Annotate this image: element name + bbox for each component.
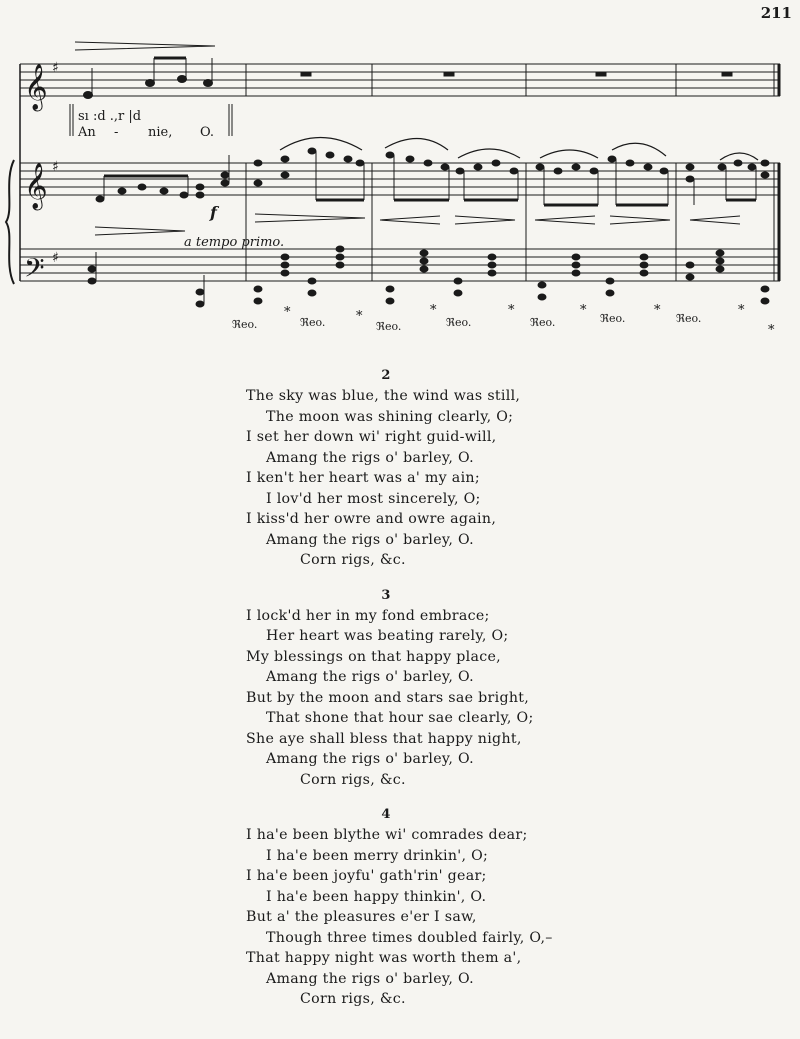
pedal-release: * bbox=[654, 303, 661, 318]
verse-line: Amang the rigs o' barley, O. bbox=[266, 449, 474, 466]
pedal-mark: ℜeo. bbox=[376, 320, 402, 333]
tempo-marking: a tempo primo. bbox=[184, 235, 285, 250]
verse-line: I kiss'd her owre and owre again, bbox=[246, 511, 497, 527]
svg-text:𝄞: 𝄞 bbox=[24, 64, 48, 110]
chorus-line: Corn rigs, &c. bbox=[300, 552, 406, 568]
verse-line: The moon was shining clearly, O; bbox=[266, 408, 514, 425]
dynamic-forte: f bbox=[210, 203, 217, 222]
svg-text:♯: ♯ bbox=[52, 250, 59, 266]
pedal-release: * bbox=[768, 323, 775, 338]
verse-line: Her heart was beating rarely, O; bbox=[266, 628, 509, 644]
solfa-text: sı :d .,r |d bbox=[78, 109, 142, 124]
stanza-number: 3 bbox=[381, 587, 391, 603]
poem-text bbox=[246, 366, 746, 1010]
lyric-syllable: O. bbox=[200, 125, 215, 140]
page-number: 211 bbox=[760, 4, 792, 22]
stanza bbox=[246, 366, 746, 571]
pedal-release: * bbox=[508, 303, 515, 318]
lyric-syllable: - bbox=[114, 125, 119, 140]
verse-line: I ha'e been blythe wi' comrades dear; bbox=[246, 827, 528, 843]
stanza bbox=[246, 586, 746, 791]
verse-line: I ha'e been joyfu' gath'rin' gear; bbox=[246, 868, 487, 884]
score-engraving bbox=[0, 0, 800, 340]
verse-line: But by the moon and stars sae bright, bbox=[246, 689, 530, 706]
pedal-release: * bbox=[356, 309, 363, 324]
chorus-line: Corn rigs, &c. bbox=[300, 991, 406, 1007]
pedal-mark: ℜeo. bbox=[530, 316, 556, 329]
verse-line: I lock'd her in my fond embrace; bbox=[246, 607, 490, 624]
verse-line: That shone that hour sae clearly, O; bbox=[266, 710, 534, 726]
verse-line: I ha'e been happy thinkin', O. bbox=[266, 888, 487, 905]
verse-line: I ken't her heart was a' my ain; bbox=[246, 470, 480, 486]
svg-text:♯: ♯ bbox=[52, 159, 59, 175]
verse-line: I set her down wi' right guid-will, bbox=[246, 429, 497, 445]
verse-line: Amang the rigs o' barley, O. bbox=[266, 751, 474, 767]
verse-line: The sky was blue, the wind was still, bbox=[246, 388, 521, 404]
svg-text:𝄢: 𝄢 bbox=[24, 252, 45, 290]
pedal-release: * bbox=[580, 303, 587, 318]
lyric-syllable: nie, bbox=[148, 125, 173, 140]
pedal-release: * bbox=[430, 303, 437, 318]
pedal-mark: ℜeo. bbox=[300, 316, 326, 329]
pedal-mark: ℜeo. bbox=[676, 312, 702, 325]
verse-line: Amang the rigs o' barley, O. bbox=[266, 970, 474, 987]
svg-text:♯: ♯ bbox=[52, 60, 59, 76]
verse-line: But a' the pleasures e'er I saw, bbox=[246, 909, 477, 925]
piano-bass-staff bbox=[20, 249, 780, 281]
pedal-mark: ℜeo. bbox=[232, 318, 258, 331]
chorus-line: Corn rigs, &c. bbox=[300, 771, 406, 788]
pedal-release: * bbox=[738, 303, 745, 318]
stanza-number: 2 bbox=[381, 368, 391, 383]
stanza bbox=[246, 805, 746, 1010]
pedal-mark: ℜeo. bbox=[600, 312, 626, 325]
music-score bbox=[0, 0, 800, 340]
pedal-release: * bbox=[284, 305, 291, 320]
verse-line: Amang the rigs o' barley, O. bbox=[266, 531, 474, 548]
voice-staff bbox=[20, 64, 780, 96]
verse-line: Amang the rigs o' barley, O. bbox=[266, 669, 474, 685]
stanza-number: 4 bbox=[381, 807, 391, 822]
verse-line: My blessings on that happy place, bbox=[246, 648, 501, 665]
verse-line: She aye shall bless that happy night, bbox=[246, 730, 522, 747]
verse-line: I ha'e been merry drinkin', O; bbox=[266, 847, 489, 864]
verse-line: That happy night was worth them a', bbox=[246, 950, 522, 966]
verse-line: Though three times doubled fairly, O,– bbox=[266, 929, 553, 946]
lyric-syllable: An bbox=[78, 125, 96, 140]
svg-text:𝄞: 𝄞 bbox=[24, 163, 48, 209]
verse-line: I lov'd her most sincerely, O; bbox=[266, 490, 481, 507]
pedal-mark: ℜeo. bbox=[446, 316, 472, 329]
